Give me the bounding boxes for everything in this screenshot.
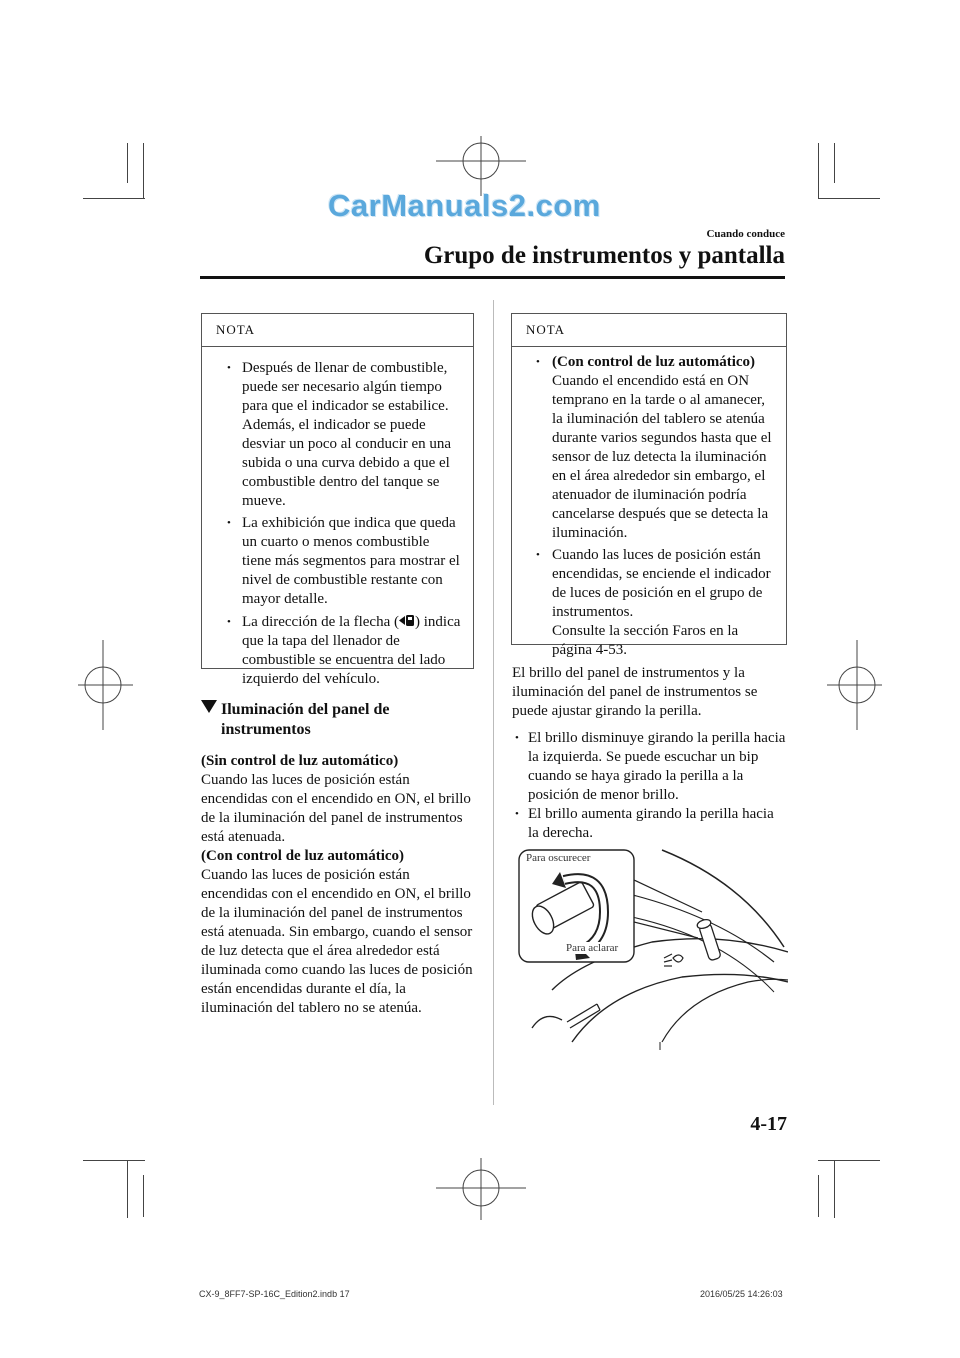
note-bullet-title: • (Con control de luz automático) xyxy=(552,354,756,370)
note-bullet-text: Cuando las luces de posición están encendidas, se enciende el indicador de luces de posición en el grupo de instrumentos. xyxy=(552,547,771,620)
section-label: Cuando conduce xyxy=(706,228,785,240)
subheading: (Sin control de luz automático) xyxy=(201,753,399,769)
crop-mark xyxy=(818,1160,880,1161)
crop-mark xyxy=(818,198,880,199)
footer-date: 2016/05/25 14:26:03 xyxy=(700,1289,783,1299)
note-bullet xyxy=(216,613,461,689)
paragraph: Cuando las luces de posición están encendidas con el encendido en ON, el brillo de la iluminación del panel de instrumentos está atenuada. Sin embargo, cuando el sensor de luz detecta que el área alrededor está iluminada como cuando las luces de posición están encendidas durante el día, la iluminación del tablero no se atenúa. xyxy=(201,867,473,1016)
subheading: (Con control de luz automático) xyxy=(201,848,405,864)
note-bullet-text: ) indica que la tapa del llenador de combustible se encuentra del lado izquierdo del vehículo. xyxy=(242,614,461,687)
note-bullet-text: La dirección de la flecha ( xyxy=(242,614,399,630)
note-body xyxy=(202,347,473,704)
note-body xyxy=(512,347,786,675)
list-item: • El brillo aumenta girando la perilla hacia la derecha. xyxy=(512,805,788,843)
crop-mark xyxy=(127,1160,128,1218)
watermark-logo: CarManuals2.com xyxy=(328,188,601,223)
crop-mark xyxy=(83,1160,145,1161)
header-rule xyxy=(200,276,785,279)
column-divider xyxy=(493,300,494,1105)
crop-mark xyxy=(83,198,145,199)
note-bullet xyxy=(526,546,774,660)
section-heading: Iluminación del panel de instrumentos xyxy=(201,700,476,740)
registration-mark xyxy=(827,640,882,730)
paragraph: El brillo del panel de instrumentos y la iluminación del panel de instrumentos se puede ajustar girando la perilla. xyxy=(512,665,758,719)
illumination-section xyxy=(201,700,476,1018)
note-title: NOTA xyxy=(512,314,786,347)
crop-mark xyxy=(127,143,128,183)
note-box-left xyxy=(201,313,474,687)
page-title: Grupo de instrumentos y pantalla xyxy=(423,242,785,269)
registration-mark xyxy=(78,640,133,730)
illumination-icon xyxy=(664,954,683,966)
note-bullet xyxy=(526,353,774,543)
crop-mark xyxy=(143,1175,144,1217)
note-bullet: • Después de llenar de combustible, puede ser necesario algún tiempo para que el indicador se estabilice. Además, el indicador se puede desviar un poco al conducir en una subida o una curva debido a que el combustible dentro del tanque se mueve. xyxy=(216,359,461,511)
brighten-label: Para aclarar xyxy=(566,942,619,954)
page-number: 4-17 xyxy=(750,1113,787,1135)
footer-file: CX-9_8FF7-SP-16C_Edition2.indb 17 xyxy=(199,1289,350,1299)
paragraph: Cuando las luces de posición están encendidas con el encendido en ON, el brillo de la iluminación del panel de instrumentos está atenuada. xyxy=(201,772,471,845)
note-title: NOTA xyxy=(202,314,473,347)
crop-mark xyxy=(834,143,835,183)
crop-mark xyxy=(143,143,144,198)
brightness-section xyxy=(512,664,788,843)
note-box-right xyxy=(511,313,787,658)
darken-label: Para oscurecer xyxy=(526,852,591,864)
dimmer-knob-illustration xyxy=(512,842,788,1057)
list-item: • El brillo disminuye girando la perilla hacia la izquierda. Se puede escuchar un bip cuando se haya girado la perilla a la posición de menor brillo. xyxy=(512,729,788,805)
note-bullet: • La exhibición que indica que queda un cuarto o menos combustible tiene más segmentos para mostrar el nivel de combustible restante con mayor detalle. xyxy=(216,514,461,609)
registration-mark xyxy=(436,1150,526,1220)
note-bullet-ref: Consulte la sección Faros en la página 4-53. xyxy=(552,623,739,658)
crop-mark xyxy=(834,1160,835,1218)
note-bullet-text: Cuando el encendido está en ON temprano en la tarde o al amanecer, la iluminación del tablero se atenúa durante varios segundos hasta que el sensor de luz detecta la iluminación en el área alrededor sin embargo, el atenuador de iluminación podría cancelarse después que se detecta la iluminación. xyxy=(552,373,772,541)
crop-mark xyxy=(818,143,819,198)
fuel-arrow-icon xyxy=(399,614,415,627)
crop-mark xyxy=(818,1175,819,1217)
triangle-bullet-icon xyxy=(201,700,217,713)
